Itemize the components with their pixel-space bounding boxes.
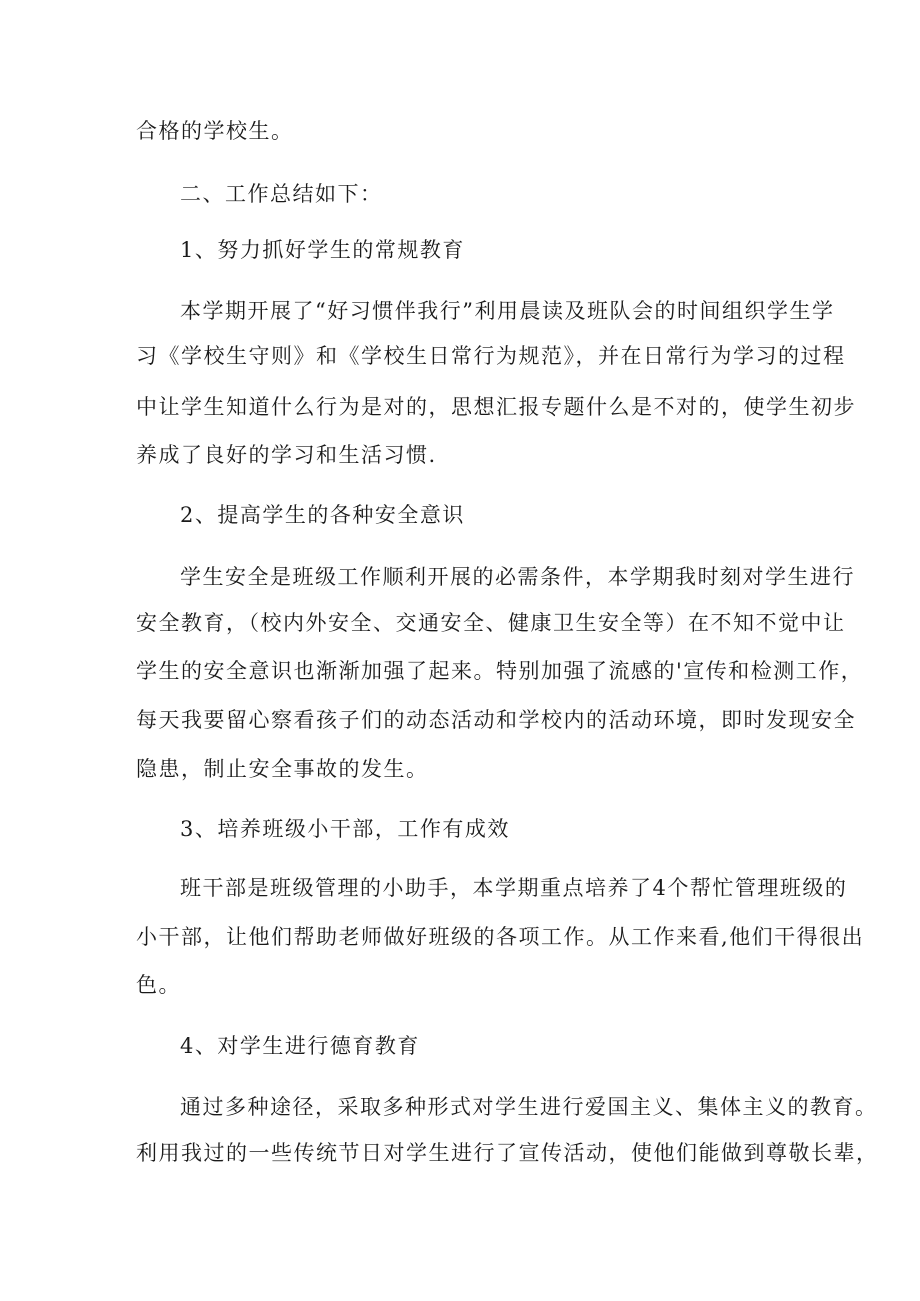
paragraph-line: 小干部，让他们帮助老师做好班级的各项工作。从工作来看,他们干得很出 — [136, 925, 865, 949]
paragraph-line: 中让学生知道什么行为是对的，思想汇报专题什么是不对的，使学生初步 — [136, 395, 856, 419]
paragraph-line: 隐患，制止安全事故的发生。 — [136, 757, 429, 781]
paragraph-line: 通过多种途径，采取多种形式对学生进行爱国主义、集体主义的教育。 — [180, 1095, 878, 1119]
paragraph-line: 安全教育，（校内外安全、交通安全、健康卫生安全等）在不知不觉中让 — [136, 611, 846, 635]
subheading-4: 4、对学生进行德育教育 — [180, 1034, 420, 1058]
paragraph-line: 每天我要留心察看孩子们的动态活动和学校内的活动环境，即时发现安全 — [136, 708, 856, 732]
paragraph-line: 养成了良好的学习和生活习惯. — [136, 443, 437, 467]
paragraph-line: 学生安全是班级工作顺利开展的必需条件，本学期我时刻对学生进行 — [180, 565, 855, 589]
paragraph-line: 班干部是班级管理的小助手，本学期重点培养了4个帮忙管理班级的 — [180, 876, 848, 900]
subheading-1: 1、努力抓好学生的常规教育 — [180, 238, 465, 262]
paragraph-line: 合格的学校生。 — [136, 119, 294, 143]
section-heading: 二、工作总结如下： — [180, 182, 383, 206]
paragraph-line: 色。 — [136, 973, 181, 997]
paragraph-line: 习《学校生守则》和《学校生日常行为规范》，并在日常行为学习的过程 — [136, 344, 846, 368]
paragraph-line: 学生的安全意识也渐渐加强了起来。特别加强了流感的'宣传和检测工作， — [136, 659, 864, 683]
subheading-2: 2、提高学生的各种安全意识 — [180, 503, 465, 527]
paragraph-line: 本学期开展了“好习惯伴我行”利用晨读及班队会的时间组织学生学 — [180, 299, 835, 323]
subheading-3: 3、培养班级小干部，工作有成效 — [180, 817, 510, 841]
paragraph-line: 利用我过的一些传统节日对学生进行了宣传活动，使他们能做到尊敬长辈， — [136, 1141, 879, 1165]
